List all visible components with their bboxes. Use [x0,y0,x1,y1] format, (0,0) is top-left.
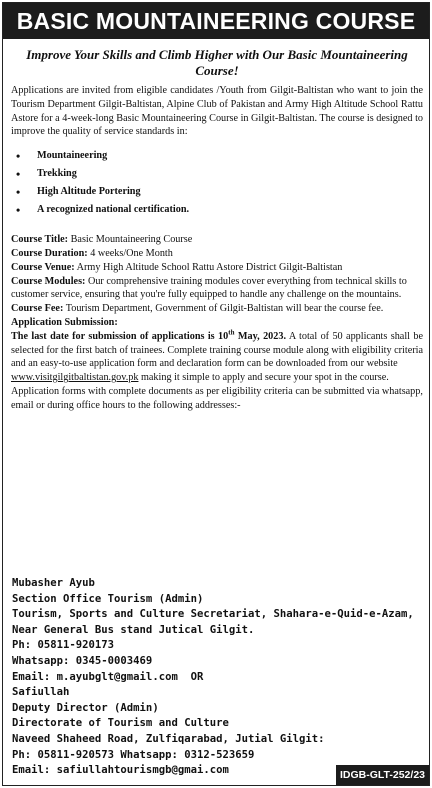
contact-line: Tourism, Sports and Culture Secretariat, Shahara-e-Quid-e-Azam, [12,608,414,621]
last-date-month: May, 2023. [234,330,287,342]
course-fee-row [11,302,423,316]
course-fee-value: Tourism Department, Government of Gilgit-Baltistan will bear the course fee. [65,303,384,315]
submission-instructions: Application forms with complete documents as per eligibility criteria can be submitted via whatsapp, email or during office hours to the following addresses:- [11,385,423,411]
course-modules-value: Our comprehensive training modules cover everything from technical skills to customer service, ensuring that you're fully equipped to handle any challenge on the mountains. [11,275,407,301]
last-date-bold [11,328,287,342]
last-date-paragraph [11,330,423,371]
contact-line: Whatsapp: 0345-0003469 [12,654,153,667]
contact-line: Ph: 05811-920173 [12,639,115,652]
intro-paragraph: Applications are invited from eligible candidates /Youth from Gilgit-Baltistan who want to join the Tourism Department Gilgit-Baltistan, Alpine Club of Pakistan and Army High Altitude School Rattu Astore for a 4-week-long Basic Mountaineering Course in Gilgit-Baltistan. The course is designed to improve the quality of service standards in: [11,85,423,138]
contact-line: Safiullah [12,686,70,699]
last-date-suffix: th [228,328,235,337]
contact-line: Naveed Shaheed Road, Zulfiqarabad, Jutial Gilgit: [12,732,325,745]
course-venue-label: Course Venue: [11,261,75,273]
contact-block [12,576,424,779]
course-venue-row [11,261,423,275]
website-link[interactable]: www.visitgilgitbaltistan.gov.pk [11,372,139,384]
contact-line: Directorate of Tourism and Culture [12,717,229,730]
advertisement-frame [2,2,430,786]
last-date-prefix: The last date for submission of applications is 10 [11,330,229,342]
list-item: • Mountaineering [37,147,423,165]
course-venue-value: Army High Altitude School Rattu Astore District Gilgit-Baltistan [76,261,343,273]
contact-line: Ph: 05811-920573 Whatsapp: 0312-523659 [12,748,255,761]
application-heading [11,316,423,330]
ad-subtitle: Improve Your Skills and Climb Higher with Our Basic Mountaineering Course! [26,47,408,78]
course-duration-row [11,247,423,261]
last-date-rest: A total of 50 applicants shall be selected for the first batch of trainees. Complete training course module along with eligibility criteria and an easy-to-use application form and declaration form can be downloaded from our website [11,330,424,370]
course-fee-label: Course Fee: [11,303,64,315]
list-item: • A recognized national certification. [37,201,423,219]
contact-line: Section Office Tourism (Admin) [12,592,204,605]
ad-title: BASIC MOUNTAINEERING COURSE [3,3,429,39]
contact-line: Email: m.ayubglt@gmail.com OR [12,670,204,683]
list-item: • Trekking [37,165,423,183]
course-title-row [11,233,423,247]
course-title-value: Basic Mountaineering Course [70,234,193,246]
ad-body [11,84,423,413]
contact-line: Near General Bus stand Jutical Gilgit. [12,623,255,636]
contact-line: Email: safiullahtourismgb@gmai.com [12,764,229,777]
list-item: • High Altitude Portering [37,183,423,201]
course-title-label: Course Title: [11,234,69,246]
reference-number: IDGB-GLT-252/23 [336,765,429,785]
course-duration-label: Course Duration: [11,247,88,259]
contact-line: Mubasher Ayub [12,577,95,589]
course-modules-label: Course Modules: [11,275,86,287]
website-line [11,371,423,385]
service-areas-list [11,147,423,219]
application-heading-text: Application Submission: [11,316,118,328]
contact-line: Deputy Director (Admin) [12,701,159,714]
course-modules-row [11,275,423,303]
website-after: making it simple to apply and secure your spot in the course. [138,372,389,384]
course-duration-value: 4 weeks/One Month [90,247,173,259]
